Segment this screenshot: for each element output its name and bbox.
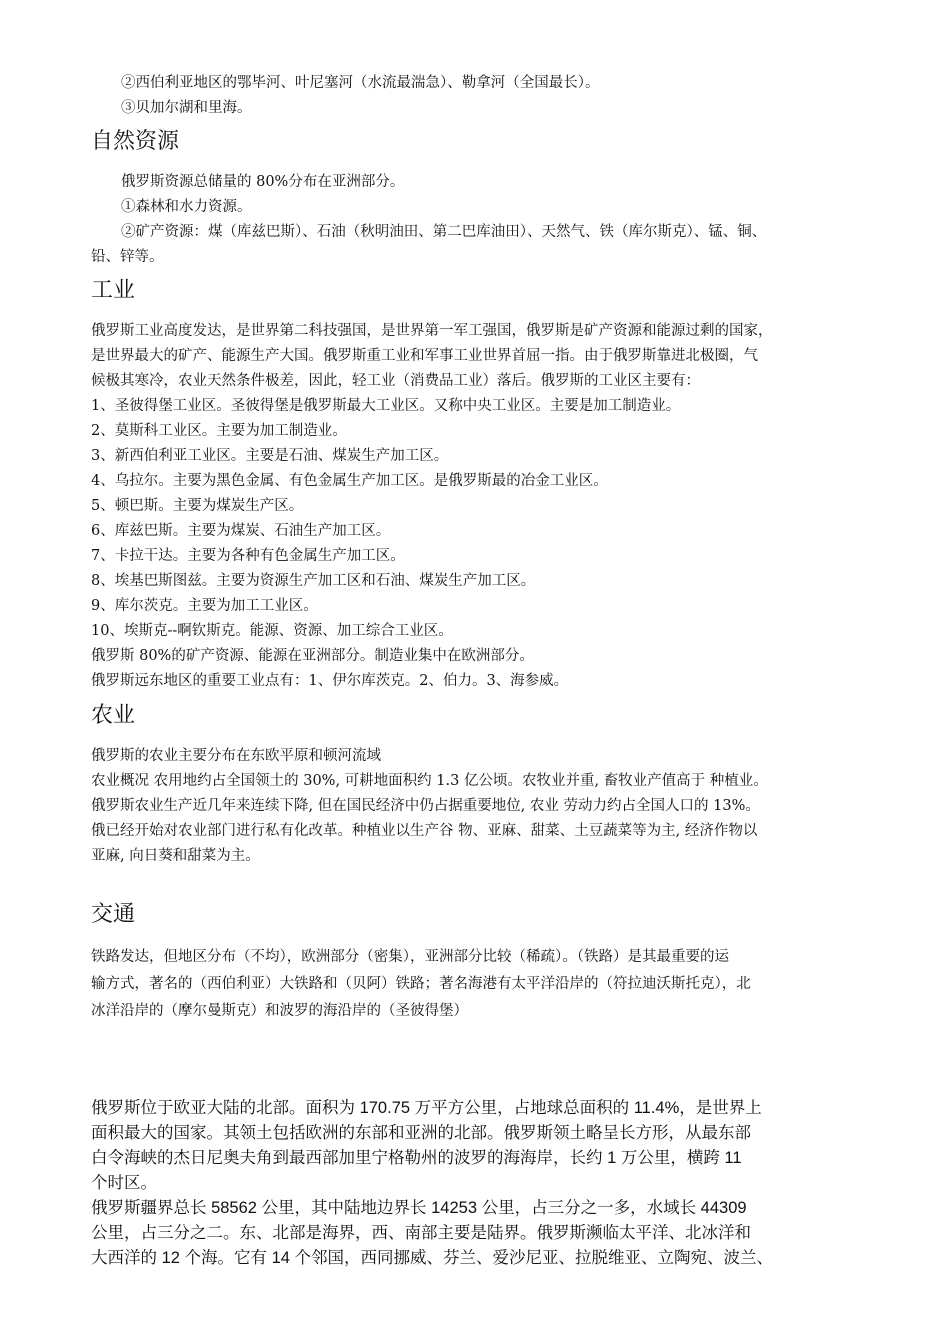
industry-line: 候极其寒冷，农业天然条件极差，因此，轻工业（消费品工业）落后。俄罗斯的工业区主要有： <box>91 373 700 389</box>
resources-line: ①森林和水力资源。 <box>121 199 252 215</box>
industry-line: 俄罗斯 80%的矿产资源、能源在亚洲部分。制造业集中在欧洲部分。 <box>91 648 534 664</box>
resources-line: 铅、锌等。 <box>91 249 164 265</box>
resources-line: 俄罗斯资源总储量的 80%分布在亚洲部分。 <box>121 174 405 190</box>
section-heading-resources: 自然资源 <box>91 129 180 154</box>
geography-line: 大西洋的 12 个海。它有 14 个邻国，西同挪威、芬兰、爱沙尼亚、拉脱维亚、立陶宛、波兰、 <box>91 1249 774 1267</box>
river-line-3: ③贝加尔湖和里海。 <box>121 100 252 116</box>
resources-line: ②矿产资源：煤（库兹巴斯）、石油（秋明油田、第二巴库油田）、天然气、铁（库尔斯克）、锰、铜、 <box>121 224 767 240</box>
section-heading-transport: 交通 <box>91 902 136 927</box>
industry-line: 5、顿巴斯。主要为煤炭生产区。 <box>91 498 304 514</box>
section-heading-agriculture: 农业 <box>91 703 136 728</box>
river-line-2: ②西伯利亚地区的鄂毕河、叶尼塞河（水流最湍急）、勒拿河（全国最长）。 <box>121 75 600 91</box>
geography-line: 俄罗斯疆界总长 58562 公里，其中陆地边界长 14253 公里，占三分之一多，水域长 44309 <box>91 1199 747 1217</box>
industry-line: 是世界最大的矿产、能源生产大国。俄罗斯重工业和军事工业世界首屈一指。由于俄罗斯靠进北极圈，气 <box>91 348 758 364</box>
agriculture-line: 俄罗斯的农业主要分布在东欧平原和顿河流域 <box>91 748 381 764</box>
geography-line: 公里，占三分之二。东、北部是海界，西、南部主要是陆界。俄罗斯濒临太平洋、北冰洋和 <box>91 1224 751 1242</box>
industry-line: 1、圣彼得堡工业区。圣彼得堡是俄罗斯最大工业区。又称中央工业区。主要是加工制造业。 <box>91 398 681 414</box>
industry-line: 2、莫斯科工业区。主要为加工制造业。 <box>91 423 347 439</box>
geography-line: 俄罗斯位于欧亚大陆的北部。面积为 170.75 万平方公里，占地球总面积的 11.4%，是世界上 <box>91 1099 762 1117</box>
transport-line: 铁路发达，但地区分布（不均），欧洲部分（密集），亚洲部分比较（稀疏）。（铁路）是其最重要的运 <box>91 949 729 965</box>
transport-line: 冰洋沿岸的（摩尔曼斯克）和波罗的海沿岸的（圣彼得堡） <box>91 1003 468 1019</box>
industry-line: 4、乌拉尔。主要为黑色金属、有色金属生产加工区。是俄罗斯最的冶金工业区。 <box>91 473 608 489</box>
agriculture-line: 农业概况 农用地约占全国领土的 30%, 可耕地面积约 1.3 亿公顷。农牧业并重, 畜牧业产值高于 种植业。 <box>91 773 768 789</box>
industry-line: 9、库尔茨克。主要为加工工业区。 <box>91 598 318 614</box>
industry-line: 10、埃斯克--啊钦斯克。能源、资源、加工综合工业区。 <box>91 623 453 639</box>
industry-line: 7、卡拉干达。主要为各种有色金属生产加工区。 <box>91 548 405 564</box>
geography-line: 白令海峡的杰日尼奥夫角到最西部加里宁格勒州的波罗的海海岸，长约 1 万公里，横跨 11 <box>91 1149 742 1167</box>
industry-line: 8、埃基巴斯图兹。主要为资源生产加工区和石油、煤炭生产加工区。 <box>91 573 536 589</box>
industry-line: 3、新西伯利亚工业区。主要是石油、煤炭生产加工区。 <box>91 448 449 464</box>
geography-line: 面积最大的国家。其领土包括欧洲的东部和亚洲的北部。俄罗斯领土略呈长方形，从最东部 <box>91 1124 751 1142</box>
agriculture-line: 俄已经开始对农业部门进行私有化改革。种植业以生产谷 物、亚麻、甜菜、土豆蔬菜等为主, 经济作物以 <box>91 823 758 839</box>
industry-line: 俄罗斯工业高度发达，是世界第二科技强国，是世界第一军工强国，俄罗斯是矿产资源和能源过剩的国家， <box>91 323 773 339</box>
agriculture-line: 亚麻, 向日葵和甜菜为主。 <box>91 848 260 864</box>
agriculture-line: 俄罗斯农业生产近几年来连续下降, 但在国民经济中仍占据重要地位, 农业 劳动力约占全国人口的 13%。 <box>91 798 760 814</box>
transport-line: 输方式，著名的（西伯利亚）大铁路和（贝阿）铁路；著名海港有太平洋沿岸的（符拉迪沃斯托克），北 <box>91 976 751 992</box>
section-heading-industry: 工业 <box>91 278 136 303</box>
industry-line: 俄罗斯远东地区的重要工业点有：1、伊尔库茨克。2、伯力。3、海参威。 <box>91 673 569 689</box>
geography-line: 个时区。 <box>91 1174 157 1192</box>
industry-line: 6、库兹巴斯。主要为煤炭、石油生产加工区。 <box>91 523 391 539</box>
